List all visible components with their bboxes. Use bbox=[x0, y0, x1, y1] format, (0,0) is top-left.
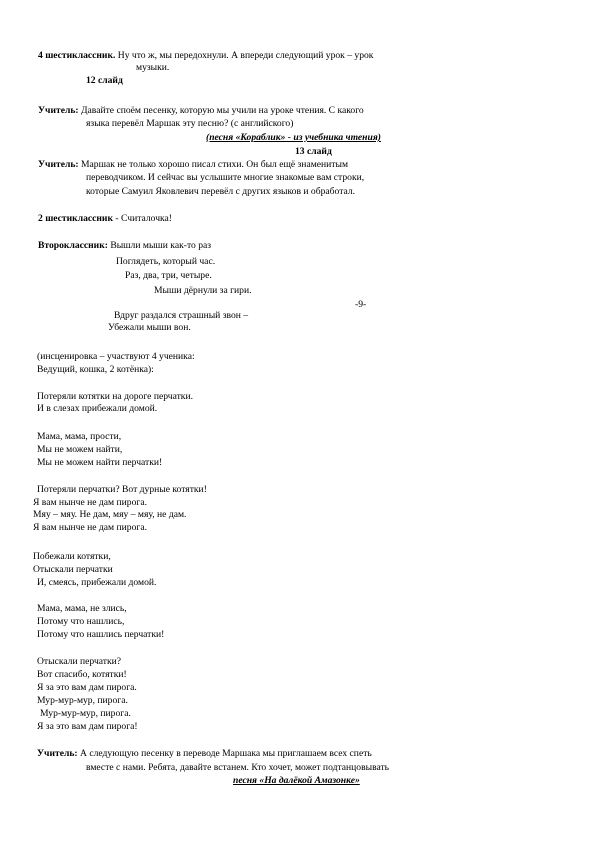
speaker-label: Второклассник: bbox=[38, 240, 108, 251]
speaker-label: Учитель: bbox=[38, 159, 79, 170]
poem-line: Потеряли перчатки? Вот дурные котятки! bbox=[37, 484, 207, 495]
poem-line: Вот спасибо, котятки! bbox=[37, 669, 127, 680]
stage-direction: (инсценировка – участвуют 4 ученика: bbox=[37, 351, 195, 362]
poem-line: Потеряли котятки на дороге перчатки. bbox=[37, 391, 193, 402]
speaker-label: 2 шестиклассник bbox=[38, 213, 113, 224]
page-number: -9- bbox=[355, 299, 367, 310]
poem-line: Я за это вам дам пирога! bbox=[37, 721, 138, 732]
poem-line: Мыши дёрнули за гири. bbox=[154, 285, 252, 296]
poem-line: Вдруг раздался страшный звон – bbox=[114, 310, 249, 321]
paragraph-line bbox=[38, 240, 211, 252]
paragraph-line bbox=[38, 213, 172, 225]
slide-marker: 13 слайд bbox=[295, 146, 332, 157]
dialogue-text: - Считалочка! bbox=[112, 213, 172, 224]
poem-line: Я за это вам дам пирога. bbox=[37, 682, 137, 693]
poem-line: Поглядеть, который час. bbox=[116, 256, 216, 267]
dialogue-text: Ну что ж, мы передохнули. А впереди следующий урок – урок bbox=[115, 50, 374, 61]
speaker-label: Учитель: bbox=[37, 748, 78, 759]
dialogue-text: языка перевёл Маршак эту песню? (с английского) bbox=[86, 118, 294, 129]
poem-line: Мур-мур-мур, пирога. bbox=[40, 708, 131, 719]
song-title: песня «На далёкой Амазонке» bbox=[233, 775, 360, 786]
speaker-label: 4 шестиклассник. bbox=[38, 50, 116, 61]
slide-marker: 12 слайд bbox=[86, 75, 123, 86]
dialogue-text: Маршак не только хорошо писал стихи. Он был ещё знаменитым bbox=[78, 159, 349, 170]
poem-line: И, смеясь, прибежали домой. bbox=[37, 577, 157, 588]
dialogue-text: Давайте споём песенку, которую мы учили на уроке чтения. С какого bbox=[78, 105, 364, 116]
poem-line: Потому что нашлись перчатки! bbox=[37, 629, 165, 640]
poem-line: Мяу – мяу. Не дам, мяу – мяу, не дам. bbox=[33, 509, 187, 520]
dialogue-text: музыки. bbox=[136, 62, 170, 73]
speaker-label: Учитель: bbox=[38, 105, 79, 116]
paragraph-line bbox=[37, 748, 372, 760]
poem-line: Мы не можем найти, bbox=[37, 444, 123, 455]
paragraph-line bbox=[38, 50, 373, 62]
poem-line: Мур-мур-мур, пирога. bbox=[37, 695, 128, 706]
poem-line: Отыскали перчатки? bbox=[37, 656, 122, 667]
poem-line: И в слезах прибежали домой. bbox=[37, 403, 158, 414]
poem-line: Побежали котятки, bbox=[33, 551, 111, 562]
dialogue-text: переводчиком. И сейчас вы услышите многие знакомые вам строки, bbox=[86, 172, 365, 183]
poem-line: Я вам нынче не дам пирога. bbox=[33, 522, 147, 533]
song-title: (песня «Кораблик» - из учебника чтения) bbox=[206, 132, 381, 143]
poem-line: Я вам нынче не дам пирога. bbox=[33, 497, 147, 508]
poem-line: Раз, два, три, четыре. bbox=[125, 270, 212, 281]
dialogue-text: вместе с нами. Ребята, давайте встанем. Кто хочет, может подтанцовывать bbox=[86, 762, 390, 773]
paragraph-line bbox=[38, 105, 364, 117]
poem-line: Мы не можем найти перчатки! bbox=[37, 457, 163, 468]
poem-line: Отыскали перчатки bbox=[33, 564, 113, 575]
dialogue-text: А следующую песенку в переводе Маршака мы приглашаем всех спеть bbox=[77, 748, 372, 759]
poem-line: Вышли мыши как-то раз bbox=[107, 240, 212, 251]
poem-line: Потому что нашлись, bbox=[37, 616, 125, 627]
poem-line: Мама, мама, не злись, bbox=[37, 603, 127, 614]
paragraph-line bbox=[38, 159, 348, 171]
poem-line: Мама, мама, прости, bbox=[37, 431, 122, 442]
stage-direction: Ведущий, кошка, 2 котёнка): bbox=[37, 364, 154, 375]
dialogue-text: которые Самуил Яковлевич перевёл с других языков и обработал. bbox=[86, 186, 356, 197]
poem-line: Убежали мыши вон. bbox=[108, 322, 191, 333]
